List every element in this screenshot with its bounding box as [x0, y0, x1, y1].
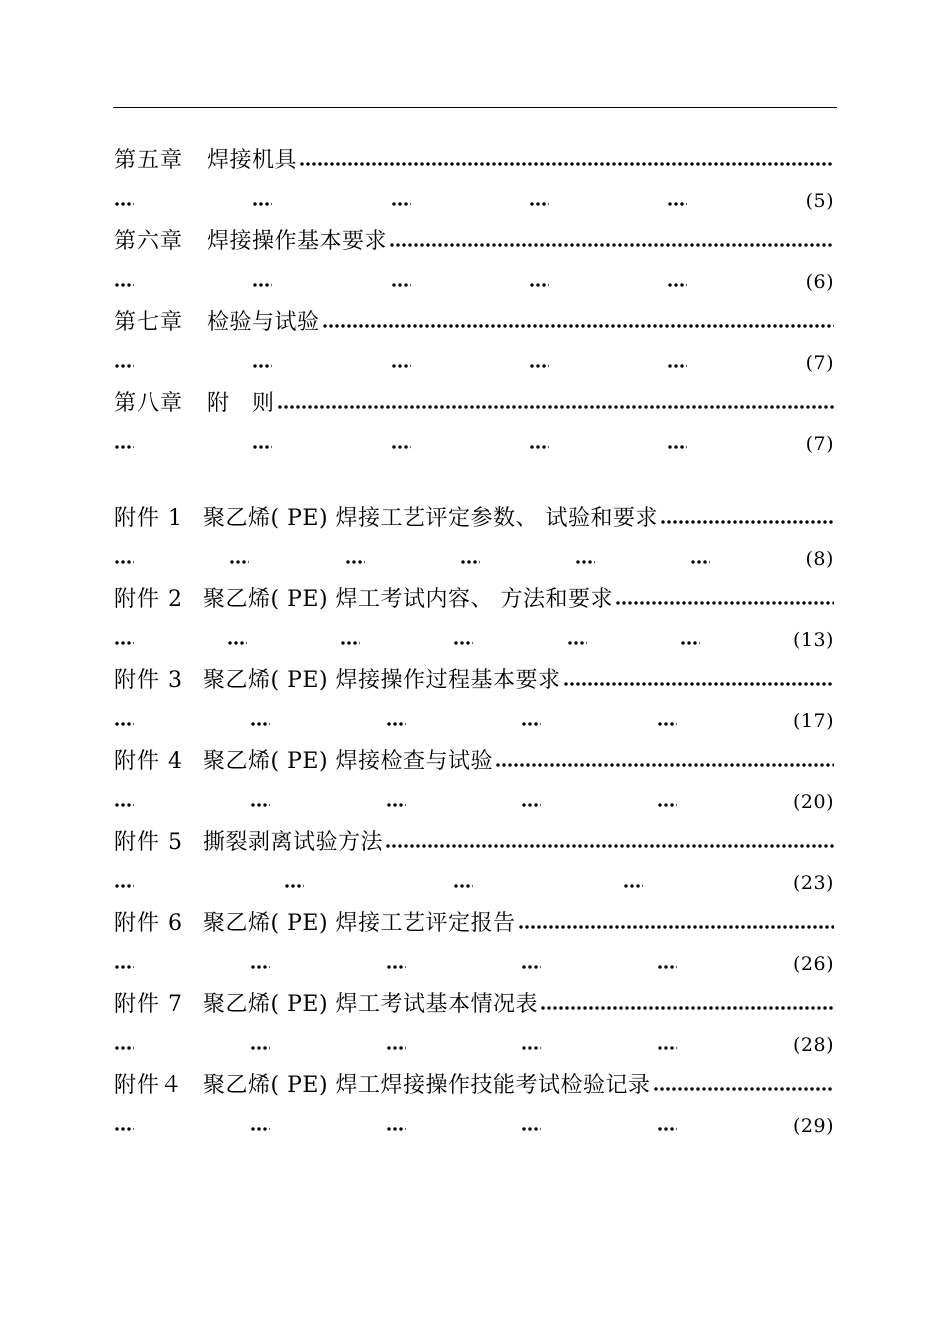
ellipsis-mark	[453, 884, 473, 888]
appendix-entry[interactable]	[114, 984, 834, 1065]
entry-title-line	[114, 579, 834, 620]
ellipsis-mark	[340, 641, 360, 645]
ellipsis-mark	[529, 202, 549, 206]
chapter-label: 第八章	[114, 391, 184, 416]
ellipsis-mark	[114, 560, 134, 564]
ellipsis-mark	[386, 1127, 406, 1131]
dot-leader	[277, 405, 834, 409]
ellipsis-mark	[529, 364, 549, 368]
entry-page-line	[114, 424, 834, 464]
appendix-label: 附件 4	[114, 749, 183, 774]
chapter-label: 第五章	[114, 148, 184, 173]
ellipsis-mark	[453, 641, 473, 645]
ellipsis-mark	[250, 1046, 270, 1050]
appendix-entry[interactable]	[114, 741, 834, 822]
page-number: (13)	[792, 629, 834, 651]
ellipsis-mark	[657, 722, 677, 726]
ellipsis-mark	[521, 965, 541, 969]
ellipsis-mark	[521, 722, 541, 726]
ellipsis-mark	[386, 803, 406, 807]
entry-title-line	[114, 903, 834, 944]
chapter-title: 检验与试验	[207, 310, 320, 335]
ellipsis-mark	[250, 1127, 270, 1131]
appendix-label: 附件 3	[114, 668, 183, 693]
page-number: (6)	[805, 271, 834, 293]
ellipsis-mark	[657, 1046, 677, 1050]
page-number: (28)	[792, 1034, 834, 1056]
ellipsis-mark	[114, 1046, 134, 1050]
appendix-title: 聚乙烯( PE) 焊工考试基本情况表	[203, 992, 539, 1017]
entry-page-line	[114, 863, 834, 903]
ellipsis-mark	[114, 283, 134, 287]
dot-leader	[385, 844, 834, 848]
dot-leader	[322, 324, 834, 328]
dot-leader	[518, 925, 834, 929]
ellipsis-mark	[391, 202, 411, 206]
appendix-label: 附件４	[114, 1073, 184, 1098]
ellipsis-mark	[252, 202, 272, 206]
page-number: (5)	[805, 190, 834, 212]
page-number: (7)	[805, 433, 834, 455]
chapter-entry[interactable]	[114, 302, 834, 383]
ellipsis-mark	[667, 445, 687, 449]
entry-title-line	[114, 383, 834, 424]
entry-page-line	[114, 181, 834, 221]
ellipsis-mark	[252, 445, 272, 449]
entry-page-line	[114, 944, 834, 984]
appendix-title: 聚乙烯( PE) 焊工考试内容、 方法和要求	[203, 587, 614, 612]
appendix-label: 附件 7	[114, 992, 183, 1017]
appendix-label: 附件 2	[114, 587, 183, 612]
page-number: (17)	[792, 710, 834, 732]
ellipsis-mark	[114, 965, 134, 969]
appendix-title: 聚乙烯( PE) 焊工焊接操作技能考试检验记录	[203, 1073, 651, 1098]
entry-page-line	[114, 1106, 834, 1146]
entry-title-line	[114, 822, 834, 863]
ellipsis-mark	[250, 722, 270, 726]
entry-title-line	[114, 741, 834, 782]
ellipsis-mark	[623, 884, 643, 888]
appendix-title: 聚乙烯( PE) 焊接操作过程基本要求	[203, 668, 561, 693]
ellipsis-mark	[391, 283, 411, 287]
ellipsis-mark	[567, 641, 587, 645]
ellipsis-mark	[284, 884, 304, 888]
appendix-entry[interactable]	[114, 498, 834, 579]
entry-page-line	[114, 782, 834, 822]
page-number: (7)	[805, 352, 834, 374]
chapter-label: 第七章	[114, 310, 184, 335]
page-number: (29)	[792, 1115, 834, 1137]
dot-leader	[563, 682, 834, 686]
ellipsis-mark	[521, 1127, 541, 1131]
entry-title-line	[114, 221, 834, 262]
dot-leader	[299, 162, 834, 166]
entry-title-line	[114, 140, 834, 181]
appendix-title: 聚乙烯( PE) 焊接检查与试验	[203, 749, 494, 774]
chapter-list	[114, 140, 834, 464]
appendix-entry[interactable]	[114, 822, 834, 903]
ellipsis-mark	[227, 641, 247, 645]
ellipsis-mark	[386, 965, 406, 969]
appendix-list	[114, 498, 834, 1146]
entry-title-line	[114, 984, 834, 1025]
entry-page-line	[114, 539, 834, 579]
entry-page-line	[114, 343, 834, 383]
ellipsis-mark	[657, 965, 677, 969]
page-number: (26)	[792, 953, 834, 975]
ellipsis-mark	[690, 560, 710, 564]
chapter-entry[interactable]	[114, 140, 834, 221]
appendix-entry[interactable]	[114, 579, 834, 660]
ellipsis-mark	[250, 803, 270, 807]
appendix-label: 附件 6	[114, 911, 183, 936]
ellipsis-mark	[114, 641, 134, 645]
ellipsis-mark	[114, 202, 134, 206]
ellipsis-mark	[667, 202, 687, 206]
dot-leader	[660, 520, 834, 524]
entry-page-line	[114, 620, 834, 660]
chapter-entry[interactable]	[114, 221, 834, 302]
dot-leader	[389, 243, 834, 247]
appendix-label: 附件 1	[114, 506, 183, 531]
ellipsis-mark	[252, 283, 272, 287]
ellipsis-mark	[114, 445, 134, 449]
ellipsis-mark	[391, 445, 411, 449]
ellipsis-mark	[345, 560, 365, 564]
chapter-title: 附 则	[207, 391, 275, 416]
ellipsis-mark	[657, 1127, 677, 1131]
appendix-title: 撕裂剥离试验方法	[203, 830, 384, 855]
ellipsis-mark	[529, 283, 549, 287]
ellipsis-mark	[114, 1127, 134, 1131]
chapter-entry[interactable]	[114, 383, 834, 464]
entry-page-line	[114, 1025, 834, 1065]
ellipsis-mark	[252, 364, 272, 368]
header-rule	[113, 107, 837, 108]
ellipsis-mark	[386, 1046, 406, 1050]
appendix-entry[interactable]	[114, 1065, 834, 1146]
ellipsis-mark	[250, 965, 270, 969]
dot-leader	[495, 763, 834, 767]
dot-leader	[615, 601, 834, 605]
ellipsis-mark	[229, 560, 249, 564]
appendix-label: 附件 5	[114, 830, 183, 855]
table-of-contents	[114, 140, 834, 1146]
entry-title-line	[114, 302, 834, 343]
chapter-title: 焊接机具	[207, 148, 298, 173]
appendix-entry[interactable]	[114, 660, 834, 741]
entry-title-line	[114, 660, 834, 701]
ellipsis-mark	[667, 364, 687, 368]
ellipsis-mark	[114, 364, 134, 368]
ellipsis-mark	[680, 641, 700, 645]
ellipsis-mark	[386, 722, 406, 726]
appendix-title: 聚乙烯( PE) 焊接工艺评定参数、 试验和要求	[203, 506, 659, 531]
chapter-title: 焊接操作基本要求	[207, 229, 388, 254]
ellipsis-mark	[114, 803, 134, 807]
entry-title-line	[114, 1065, 834, 1106]
dot-leader	[653, 1087, 834, 1091]
page-number: (23)	[792, 872, 834, 894]
appendix-title: 聚乙烯( PE) 焊接工艺评定报告	[203, 911, 516, 936]
entry-page-line	[114, 262, 834, 302]
page-number: (20)	[792, 791, 834, 813]
dot-leader	[540, 1006, 834, 1010]
ellipsis-mark	[391, 364, 411, 368]
ellipsis-mark	[529, 445, 549, 449]
entry-page-line	[114, 701, 834, 741]
entry-title-line	[114, 498, 834, 539]
section-gap	[114, 464, 834, 498]
ellipsis-mark	[575, 560, 595, 564]
ellipsis-mark	[667, 283, 687, 287]
page-number: (8)	[805, 548, 834, 570]
ellipsis-mark	[657, 803, 677, 807]
ellipsis-mark	[521, 803, 541, 807]
ellipsis-mark	[460, 560, 480, 564]
ellipsis-mark	[114, 884, 134, 888]
chapter-label: 第六章	[114, 229, 184, 254]
ellipsis-mark	[114, 722, 134, 726]
ellipsis-mark	[521, 1046, 541, 1050]
appendix-entry[interactable]	[114, 903, 834, 984]
